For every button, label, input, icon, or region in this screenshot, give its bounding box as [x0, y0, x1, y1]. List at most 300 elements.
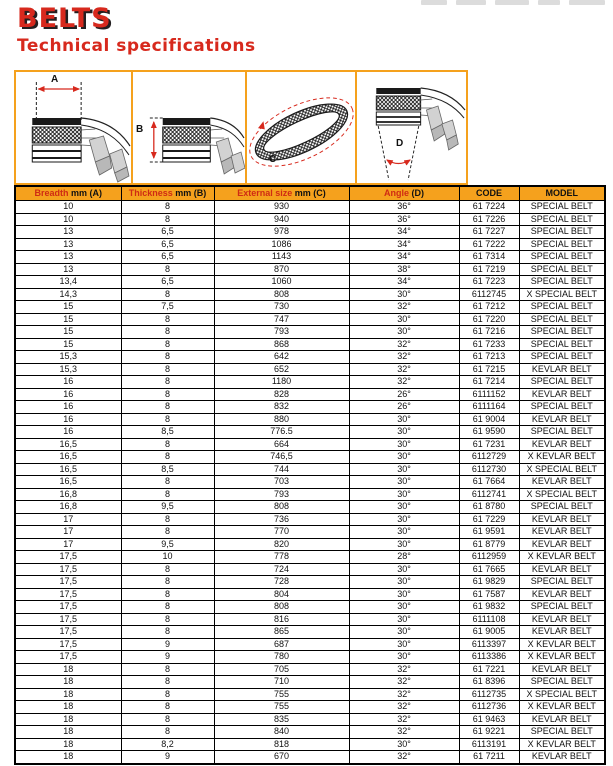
cell-model: SPECIAL BELT	[519, 326, 605, 339]
table-row	[15, 526, 605, 539]
col-header-external-size	[214, 186, 349, 201]
cell-external-size: 804	[214, 588, 349, 601]
cell-model: SPECIAL BELT	[519, 601, 605, 614]
cell-thickness: 8	[121, 688, 214, 701]
cell-breadth: 17,5	[15, 588, 121, 601]
cell-thickness: 7,5	[121, 301, 214, 314]
header-name: Breadth	[34, 188, 69, 198]
cell-model: KEVLAR BELT	[519, 538, 605, 551]
cell-external-size: 730	[214, 301, 349, 314]
cell-model: SPECIAL BELT	[519, 338, 605, 351]
cell-external-size: 705	[214, 663, 349, 676]
cell-code: 6112729	[459, 451, 519, 464]
cell-breadth: 17,5	[15, 613, 121, 626]
cell-breadth: 16	[15, 388, 121, 401]
cell-breadth: 16	[15, 426, 121, 439]
cell-code: 6112959	[459, 551, 519, 564]
cell-thickness: 8	[121, 626, 214, 639]
cell-thickness: 8	[121, 263, 214, 276]
cell-thickness: 8	[121, 313, 214, 326]
cell-angle: 30°	[349, 613, 459, 626]
cell-thickness: 8	[121, 388, 214, 401]
cell-angle: 34°	[349, 251, 459, 264]
cell-breadth: 13	[15, 226, 121, 239]
table-row	[15, 376, 605, 389]
cell-thickness: 8	[121, 601, 214, 614]
table-row	[15, 713, 605, 726]
cell-model: X KEVLAR BELT	[519, 551, 605, 564]
cell-external-size: 816	[214, 613, 349, 626]
table-row	[15, 326, 605, 339]
table-row	[15, 626, 605, 639]
cell-external-size: 808	[214, 288, 349, 301]
cell-model: KEVLAR BELT	[519, 438, 605, 451]
cell-model: SPECIAL BELT	[519, 226, 605, 239]
cell-code: 61 7664	[459, 476, 519, 489]
cell-code: 61 7213	[459, 351, 519, 364]
cell-breadth: 14,3	[15, 288, 121, 301]
cell-thickness: 8	[121, 451, 214, 464]
cell-code: 6111164	[459, 401, 519, 414]
table-row	[15, 513, 605, 526]
belt-diagrams	[14, 70, 468, 185]
cell-angle: 36°	[349, 213, 459, 226]
cell-external-size: 1086	[214, 238, 349, 251]
table-row	[15, 263, 605, 276]
cell-thickness: 8	[121, 676, 214, 689]
cell-code: 61 8779	[459, 538, 519, 551]
cell-code: 61 7229	[459, 513, 519, 526]
table-row	[15, 201, 605, 214]
cell-angle: 30°	[349, 588, 459, 601]
belt-spec-table	[14, 185, 606, 765]
cell-code: 61 7214	[459, 376, 519, 389]
cell-model: X KEVLAR BELT	[519, 738, 605, 751]
cell-breadth: 18	[15, 726, 121, 739]
col-header-code	[459, 186, 519, 201]
cell-breadth: 18	[15, 701, 121, 714]
cell-angle: 32°	[349, 363, 459, 376]
cell-thickness: 8,5	[121, 463, 214, 476]
cell-model: KEVLAR BELT	[519, 713, 605, 726]
cell-model: SPECIAL BELT	[519, 676, 605, 689]
cell-angle: 32°	[349, 301, 459, 314]
cell-code: 61 8396	[459, 676, 519, 689]
cell-model: KEVLAR BELT	[519, 526, 605, 539]
cell-model: KEVLAR BELT	[519, 388, 605, 401]
cell-thickness: 6,5	[121, 276, 214, 289]
table-row	[15, 413, 605, 426]
header-name: Thickness	[128, 188, 173, 198]
cell-breadth: 15	[15, 338, 121, 351]
table-row	[15, 301, 605, 314]
cell-angle: 30°	[349, 538, 459, 551]
cell-code: 61 7224	[459, 201, 519, 214]
cell-breadth: 15	[15, 301, 121, 314]
cell-external-size: 728	[214, 576, 349, 589]
cell-thickness: 8	[121, 326, 214, 339]
cell-breadth: 16,8	[15, 488, 121, 501]
cell-external-size: 780	[214, 651, 349, 664]
table-row	[15, 238, 605, 251]
cell-model: SPECIAL BELT	[519, 301, 605, 314]
cell-thickness: 8	[121, 363, 214, 376]
cell-code: 61 7314	[459, 251, 519, 264]
table-row	[15, 638, 605, 651]
cell-external-size: 755	[214, 701, 349, 714]
page-subtitle: Technical specifications	[17, 36, 256, 56]
col-header-thickness	[121, 186, 214, 201]
cell-thickness: 6,5	[121, 238, 214, 251]
cell-external-size: 818	[214, 738, 349, 751]
cell-angle: 30°	[349, 463, 459, 476]
cell-thickness: 8	[121, 376, 214, 389]
cell-angle: 30°	[349, 288, 459, 301]
table-row	[15, 438, 605, 451]
col-header-angle	[349, 186, 459, 201]
cell-model: X KEVLAR BELT	[519, 701, 605, 714]
cell-breadth: 17,5	[15, 563, 121, 576]
cell-model: SPECIAL BELT	[519, 276, 605, 289]
cell-code: 61 7223	[459, 276, 519, 289]
cell-external-size: 808	[214, 601, 349, 614]
cell-angle: 26°	[349, 388, 459, 401]
cell-breadth: 17	[15, 513, 121, 526]
cell-thickness: 8	[121, 701, 214, 714]
cell-thickness: 8	[121, 576, 214, 589]
cell-model: KEVLAR BELT	[519, 476, 605, 489]
cell-code: 61 7211	[459, 751, 519, 764]
cell-external-size: 755	[214, 688, 349, 701]
table-row	[15, 426, 605, 439]
belt-thickness-illustration	[133, 72, 245, 183]
cell-angle: 32°	[349, 376, 459, 389]
cell-angle: 32°	[349, 676, 459, 689]
table-row	[15, 601, 605, 614]
cell-angle: 32°	[349, 663, 459, 676]
cell-angle: 30°	[349, 563, 459, 576]
cell-angle: 30°	[349, 501, 459, 514]
cell-code: 6113386	[459, 651, 519, 664]
cell-thickness: 8,2	[121, 738, 214, 751]
cell-code: 6112735	[459, 688, 519, 701]
cell-angle: 28°	[349, 551, 459, 564]
cell-external-size: 978	[214, 226, 349, 239]
cell-code: 6112730	[459, 463, 519, 476]
table-row	[15, 226, 605, 239]
cell-model: X SPECIAL BELT	[519, 288, 605, 301]
cell-code: 61 9832	[459, 601, 519, 614]
cell-model: KEVLAR BELT	[519, 513, 605, 526]
table-row	[15, 651, 605, 664]
cell-code: 61 9590	[459, 426, 519, 439]
cell-code: 61 7231	[459, 438, 519, 451]
table-row	[15, 388, 605, 401]
cell-thickness: 8	[121, 663, 214, 676]
cell-thickness: 10	[121, 551, 214, 564]
cell-external-size: 703	[214, 476, 349, 489]
diagram-thickness	[131, 70, 247, 185]
cell-external-size: 880	[214, 413, 349, 426]
cell-code: 61 7216	[459, 326, 519, 339]
header-unit: mm (B)	[172, 188, 207, 198]
cell-thickness: 8	[121, 201, 214, 214]
table-row	[15, 676, 605, 689]
table-row	[15, 726, 605, 739]
cell-external-size: 1143	[214, 251, 349, 264]
table-row	[15, 588, 605, 601]
cell-angle: 32°	[349, 713, 459, 726]
cell-model: X KEVLAR BELT	[519, 638, 605, 651]
cell-external-size: 736	[214, 513, 349, 526]
cell-breadth: 18	[15, 676, 121, 689]
cell-breadth: 16	[15, 413, 121, 426]
cell-code: 6113191	[459, 738, 519, 751]
cell-model: SPECIAL BELT	[519, 251, 605, 264]
cell-angle: 30°	[349, 601, 459, 614]
cell-thickness: 8	[121, 413, 214, 426]
cell-external-size: 744	[214, 463, 349, 476]
spec-table-header	[15, 186, 605, 201]
cell-angle: 32°	[349, 751, 459, 764]
table-row	[15, 688, 605, 701]
cell-external-size: 747	[214, 313, 349, 326]
col-header-breadth	[15, 186, 121, 201]
cell-angle: 32°	[349, 701, 459, 714]
cell-code: 61 7219	[459, 263, 519, 276]
cell-model: KEVLAR BELT	[519, 363, 605, 376]
cell-breadth: 18	[15, 751, 121, 764]
cell-breadth: 13	[15, 238, 121, 251]
cell-angle: 32°	[349, 726, 459, 739]
cell-model: X SPECIAL BELT	[519, 463, 605, 476]
cell-model: SPECIAL BELT	[519, 213, 605, 226]
table-row	[15, 538, 605, 551]
cell-thickness: 9,5	[121, 501, 214, 514]
cell-angle: 32°	[349, 338, 459, 351]
belt-loop-illustration	[247, 72, 355, 183]
table-row	[15, 751, 605, 764]
cell-thickness: 8	[121, 401, 214, 414]
table-row	[15, 401, 605, 414]
cell-model: SPECIAL BELT	[519, 726, 605, 739]
cell-breadth: 16,5	[15, 451, 121, 464]
table-row	[15, 701, 605, 714]
cell-angle: 30°	[349, 651, 459, 664]
cell-model: SPECIAL BELT	[519, 501, 605, 514]
dimension-label-d: D	[396, 138, 404, 149]
header-name: External size	[237, 188, 293, 198]
cell-model: SPECIAL BELT	[519, 201, 605, 214]
cell-breadth: 13,4	[15, 276, 121, 289]
diagram-angle	[355, 70, 468, 185]
cell-thickness: 9	[121, 651, 214, 664]
cell-thickness: 8	[121, 613, 214, 626]
cell-external-size: 940	[214, 213, 349, 226]
cell-model: KEVLAR BELT	[519, 663, 605, 676]
table-row	[15, 451, 605, 464]
cell-angle: 30°	[349, 488, 459, 501]
header-name: Angle	[383, 188, 409, 198]
diagram-breadth	[14, 70, 133, 185]
cell-thickness: 9	[121, 751, 214, 764]
cell-model: KEVLAR BELT	[519, 588, 605, 601]
cell-model: SPECIAL BELT	[519, 313, 605, 326]
cell-external-size: 835	[214, 713, 349, 726]
cell-breadth: 18	[15, 663, 121, 676]
cell-external-size: 770	[214, 526, 349, 539]
cell-code: 61 7226	[459, 213, 519, 226]
cell-external-size: 670	[214, 751, 349, 764]
diagram-external-size	[245, 70, 357, 185]
cell-external-size: 840	[214, 726, 349, 739]
cell-angle: 30°	[349, 413, 459, 426]
cell-breadth: 17,5	[15, 638, 121, 651]
dimension-label-a: A	[51, 74, 59, 85]
header-unit: mm (A)	[68, 188, 102, 198]
cell-thickness: 6,5	[121, 226, 214, 239]
cell-angle: 30°	[349, 438, 459, 451]
cell-code: 61 9829	[459, 576, 519, 589]
table-row	[15, 551, 605, 564]
cell-model: KEVLAR BELT	[519, 751, 605, 764]
cell-angle: 26°	[349, 401, 459, 414]
cell-external-size: 832	[214, 401, 349, 414]
cropped-logo-remnant	[421, 0, 605, 6]
cell-external-size: 1180	[214, 376, 349, 389]
cell-angle: 30°	[349, 626, 459, 639]
table-row	[15, 463, 605, 476]
cell-model: X KEVLAR BELT	[519, 651, 605, 664]
spec-table-body	[15, 201, 605, 764]
table-row	[15, 313, 605, 326]
cell-code: 61 7220	[459, 313, 519, 326]
cell-thickness: 6,5	[121, 251, 214, 264]
page-title: BELTS	[17, 3, 112, 34]
cell-thickness: 8	[121, 338, 214, 351]
cell-code: 61 7587	[459, 588, 519, 601]
cell-breadth: 16,8	[15, 501, 121, 514]
belt-breadth-illustration	[16, 72, 131, 183]
cell-breadth: 17,5	[15, 601, 121, 614]
header-unit: mm (C)	[292, 188, 326, 198]
cell-angle: 30°	[349, 513, 459, 526]
cell-breadth: 13	[15, 251, 121, 264]
cell-external-size: 778	[214, 551, 349, 564]
cell-thickness: 8	[121, 526, 214, 539]
cell-breadth: 16,5	[15, 438, 121, 451]
dimension-label-c: C	[269, 154, 277, 165]
cell-angle: 30°	[349, 576, 459, 589]
cell-external-size: 710	[214, 676, 349, 689]
table-row	[15, 476, 605, 489]
cell-external-size: 865	[214, 626, 349, 639]
cell-model: SPECIAL BELT	[519, 351, 605, 364]
cell-thickness: 9,5	[121, 538, 214, 551]
cell-model: SPECIAL BELT	[519, 263, 605, 276]
cell-breadth: 16	[15, 376, 121, 389]
cell-breadth: 17,5	[15, 576, 121, 589]
cell-code: 61 7227	[459, 226, 519, 239]
cell-code: 61 7215	[459, 363, 519, 376]
cell-angle: 34°	[349, 238, 459, 251]
cell-thickness: 8	[121, 213, 214, 226]
cell-angle: 36°	[349, 201, 459, 214]
cell-angle: 30°	[349, 526, 459, 539]
cell-model: KEVLAR BELT	[519, 413, 605, 426]
table-row	[15, 213, 605, 226]
cell-external-size: 746,5	[214, 451, 349, 464]
cell-thickness: 8	[121, 563, 214, 576]
dimension-label-b: B	[136, 124, 144, 135]
cell-thickness: 8	[121, 588, 214, 601]
cell-thickness: 8,5	[121, 426, 214, 439]
cell-angle: 38°	[349, 263, 459, 276]
cell-breadth: 15	[15, 326, 121, 339]
cell-breadth: 16	[15, 401, 121, 414]
cell-external-size: 652	[214, 363, 349, 376]
header-unit: (D)	[409, 188, 424, 198]
cell-breadth: 18	[15, 713, 121, 726]
cell-thickness: 8	[121, 513, 214, 526]
table-row	[15, 663, 605, 676]
table-row	[15, 351, 605, 364]
table-row	[15, 251, 605, 264]
cell-code: 61 9591	[459, 526, 519, 539]
belt-angle-illustration	[357, 72, 466, 183]
cell-breadth: 15,3	[15, 363, 121, 376]
cell-thickness: 8	[121, 438, 214, 451]
cell-model: KEVLAR BELT	[519, 563, 605, 576]
cell-angle: 30°	[349, 313, 459, 326]
cell-external-size: 793	[214, 326, 349, 339]
cell-angle: 30°	[349, 326, 459, 339]
cell-code: 6113397	[459, 638, 519, 651]
table-row	[15, 738, 605, 751]
cell-external-size: 828	[214, 388, 349, 401]
cell-breadth: 10	[15, 213, 121, 226]
table-row	[15, 338, 605, 351]
cell-code: 61 9221	[459, 726, 519, 739]
cell-breadth: 16,5	[15, 476, 121, 489]
cell-breadth: 17	[15, 526, 121, 539]
cell-code: 61 9004	[459, 413, 519, 426]
cell-angle: 30°	[349, 476, 459, 489]
table-row	[15, 501, 605, 514]
cell-breadth: 17	[15, 538, 121, 551]
cell-code: 6111152	[459, 388, 519, 401]
cell-code: 6111108	[459, 613, 519, 626]
cell-model: X SPECIAL BELT	[519, 488, 605, 501]
cell-model: SPECIAL BELT	[519, 238, 605, 251]
cell-angle: 30°	[349, 426, 459, 439]
cell-thickness: 8	[121, 726, 214, 739]
cell-model: KEVLAR BELT	[519, 626, 605, 639]
cell-code: 61 7233	[459, 338, 519, 351]
header-row	[15, 186, 605, 201]
header-name: MODEL	[545, 188, 578, 198]
cell-angle: 30°	[349, 738, 459, 751]
cell-breadth: 18	[15, 688, 121, 701]
table-row	[15, 488, 605, 501]
cell-model: SPECIAL BELT	[519, 401, 605, 414]
cell-thickness: 8	[121, 476, 214, 489]
table-row	[15, 576, 605, 589]
cell-external-size: 793	[214, 488, 349, 501]
cell-external-size: 687	[214, 638, 349, 651]
cell-code: 61 7212	[459, 301, 519, 314]
cell-angle: 30°	[349, 638, 459, 651]
